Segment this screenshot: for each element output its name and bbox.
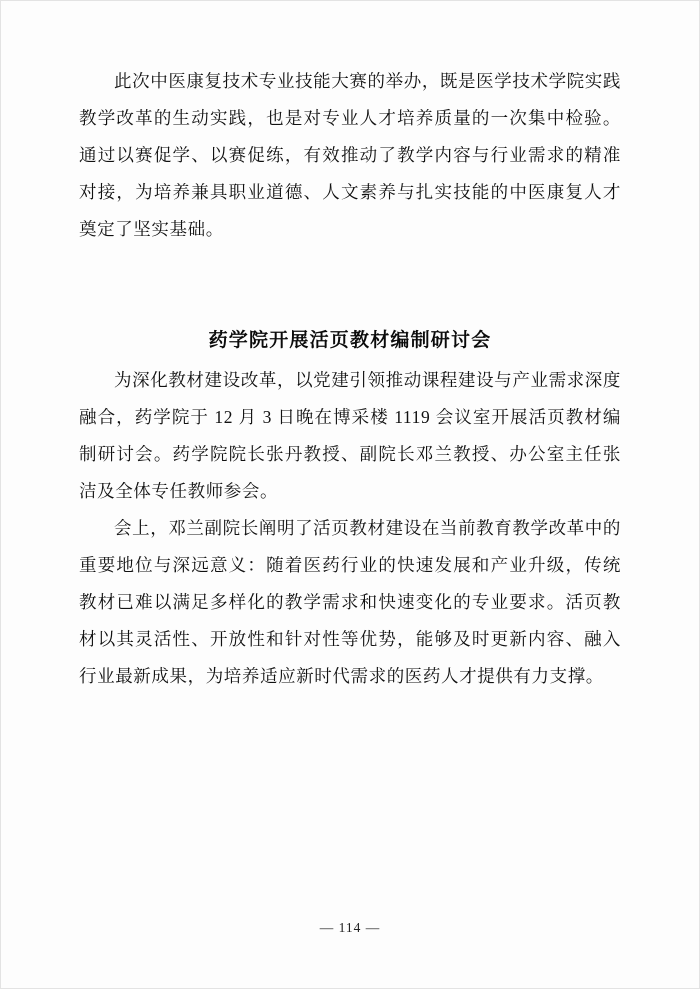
- page-number-footer: — 114 —: [319, 920, 381, 935]
- paragraph-intro: 此次中医康复技术专业技能大赛的举办，既是医学技术学院实践教学改革的生动实践，也是对专业人才培养质量的一次集中检验。通过以赛促学、以赛促练，有效推动了教学内容与行业需求的精准对接，为培养兼具职业道德、人文素养与扎实技能的中医康复人才奠定了坚实基础。: [79, 71, 621, 239]
- document-body: [79, 63, 621, 695]
- section-paragraph-2: 会上，邓兰副院长阐明了活页教材建设在当前教育教学改革中的重要地位与深远意义：随着医药行业的快速发展和产业升级，传统教材已难以满足多样化的教学需求和快速变化的专业要求。活页教材以其灵活性、开放性和针对性等优势，能够及时更新内容、融入行业最新成果，为培养适应新时代需求的医药人才提供有力支撑。: [79, 518, 621, 686]
- section-spacer: [79, 248, 621, 322]
- section-title: 药学院开展活页教材编制研讨会: [208, 330, 492, 351]
- section-paragraph-1: 为深化教材建设改革，以党建引领推动课程建设与产业需求深度融合，药学院于 12 月 3 日晚在博采楼 1119 会议室开展活页教材编制研讨会。药学院院长张丹教授、副院长邓兰教授、办公室主任张洁及全体专任教师参会。: [79, 370, 621, 501]
